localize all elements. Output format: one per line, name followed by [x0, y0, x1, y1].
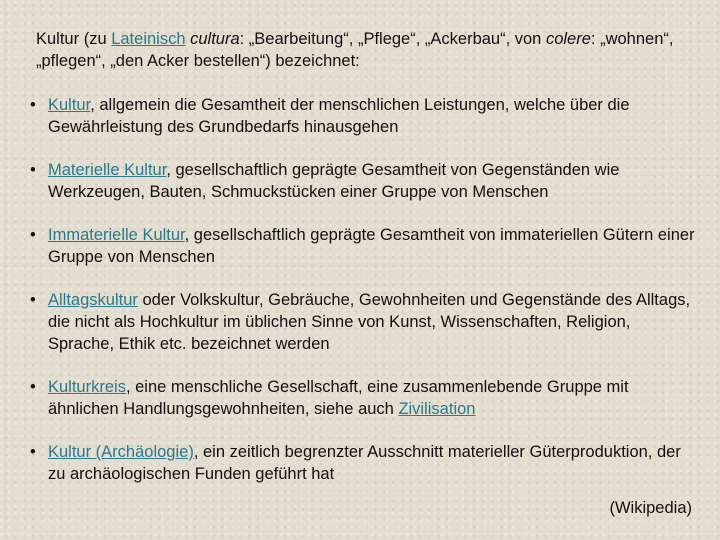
bullet-dot: •: [30, 161, 36, 179]
list-item-text: , gesellschaftlich geprägte Gesamtheit von Gegenständen wie Werkzeugen, Bauten, Schmuckstücken einer Gruppe von Menschen: [48, 161, 620, 201]
list-item: [30, 159, 698, 203]
source-attribution: (Wikipedia): [609, 499, 692, 517]
link-kultur-archaeologie[interactable]: Kultur (Archäologie): [48, 443, 194, 461]
intro-paragraph: [36, 28, 696, 72]
intro-text-3: : „Bearbeitung“, „Pflege“, „Ackerbau“, von: [239, 30, 546, 48]
intro-text-4: : „wohnen“, „pflegen“, „den Acker bestellen“) bezeichnet:: [36, 30, 674, 70]
list-item: [30, 289, 698, 355]
list-item-text: , ein zeitlich begrenzter Ausschnitt materieller Güterproduktion, der zu archäologischen Funden geführt hat: [48, 443, 681, 483]
list-item: [30, 376, 698, 420]
intro-text-1: (zu: [79, 30, 112, 48]
intro-word-colere: colere: [545, 30, 591, 48]
list-item-text: , gesellschaftlich geprägte Gesamtheit von immateriellen Gütern einer Gruppe von Menschen: [48, 226, 695, 266]
bullet-dot: •: [30, 443, 36, 461]
intro-term: Kultur: [36, 30, 80, 48]
list-item: [30, 94, 698, 138]
link-immaterielle-kultur[interactable]: Immaterielle Kultur: [48, 226, 185, 244]
list-item-text: , eine menschliche Gesellschaft, eine zusammenlebende Gruppe mit ähnlichen Handlungsgewohnheiten, siehe auch: [48, 378, 629, 418]
intro-word-cultura: cultura: [190, 30, 240, 48]
link-lateinisch[interactable]: Lateinisch: [111, 30, 186, 48]
link-kulturkreis[interactable]: Kulturkreis: [48, 378, 126, 396]
link-materielle-kultur[interactable]: Materielle Kultur: [48, 161, 167, 179]
link-alltagskultur[interactable]: Alltagskultur: [48, 291, 138, 309]
link-kultur[interactable]: Kultur: [48, 96, 91, 114]
definition-list: [30, 94, 698, 506]
list-item: [30, 224, 698, 268]
list-item-text: oder Volkskultur, Gebräuche, Gewohnheiten und Gegenstände des Alltags, die nicht als Hochkultur im üblichen Sinne von Kunst, Wissenschaften, Religion, Sprache, Ethik etc. bezeichnet werden: [48, 291, 691, 353]
list-item-text: , allgemein die Gesamtheit der menschlichen Leistungen, welche über die Gewährleistung des Grundbedarfs hinausgehen: [48, 96, 630, 136]
bullet-dot: •: [30, 226, 36, 244]
list-item: [30, 441, 698, 485]
link-zivilisation[interactable]: Zivilisation: [398, 400, 476, 418]
bullet-dot: •: [30, 96, 36, 114]
bullet-dot: •: [30, 378, 36, 396]
bullet-dot: •: [30, 291, 36, 309]
